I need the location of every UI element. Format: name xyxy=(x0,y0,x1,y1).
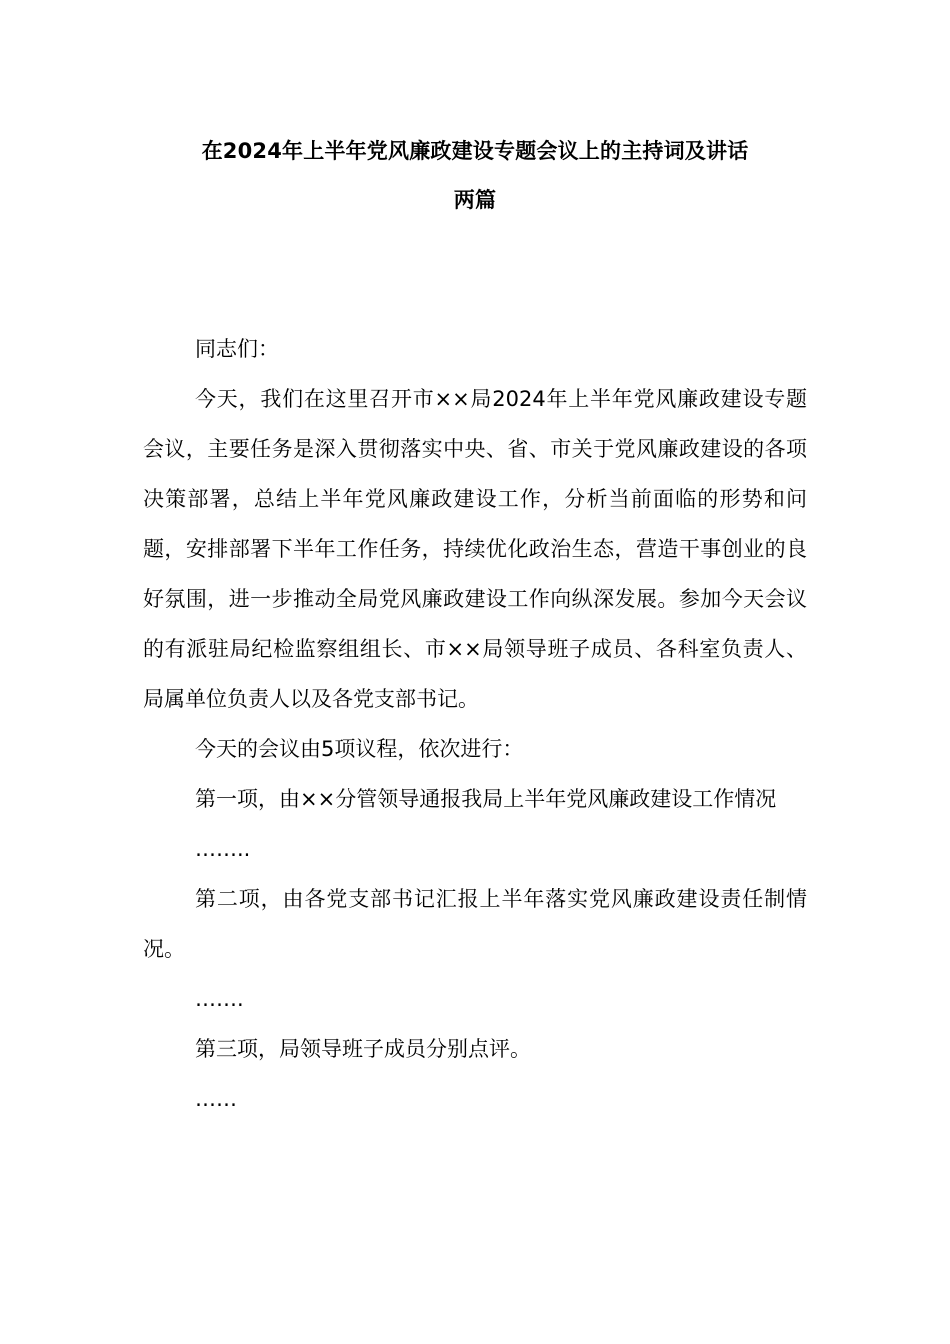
agenda-item-1: 第一项，由××分管领导通报我局上半年党风廉政建设工作情况 xyxy=(195,787,777,811)
agenda-intro-paragraph: 今天的会议由5项议程，依次进行： xyxy=(195,737,524,761)
intro-paragraph: 今天，我们在这里召开市××局2024年上半年党风廉政建设专题会议，主要任务是深入贯彻落实中央、省、市关于党风廉政建设的各项决策部署，总结上半年党风廉政建设工作，分析当前面临的形势和问题，安排部署下半年工作任务，持续优化政治生态，营造干事创业的良好氛围，进一步推动全局党风廉政建设工作向纵深发展。参加今天会议的有派驻局纪检监察组组长、市××局领导班子成员、各科室负责人、局属单位负责人以及各党支部书记。 xyxy=(143,387,807,711)
agenda-item-3: 第三项，局领导班子成员分别点评。 xyxy=(195,1037,531,1061)
salutation-paragraph: 同志们： xyxy=(195,337,279,361)
document-body xyxy=(143,324,807,1124)
document-title-line-2: 两篇 xyxy=(453,188,497,212)
agenda-item-2: 第二项，由各党支部书记汇报上半年落实党风廉政建设责任制情况。 xyxy=(143,887,807,961)
ellipsis-2: ……. xyxy=(195,987,244,1011)
ellipsis-3: …… xyxy=(195,1087,237,1111)
document-title-line-1: 在2024年上半年党风廉政建设专题会议上的主持词及讲话 xyxy=(201,139,749,163)
ellipsis-1: …….. xyxy=(195,837,251,861)
